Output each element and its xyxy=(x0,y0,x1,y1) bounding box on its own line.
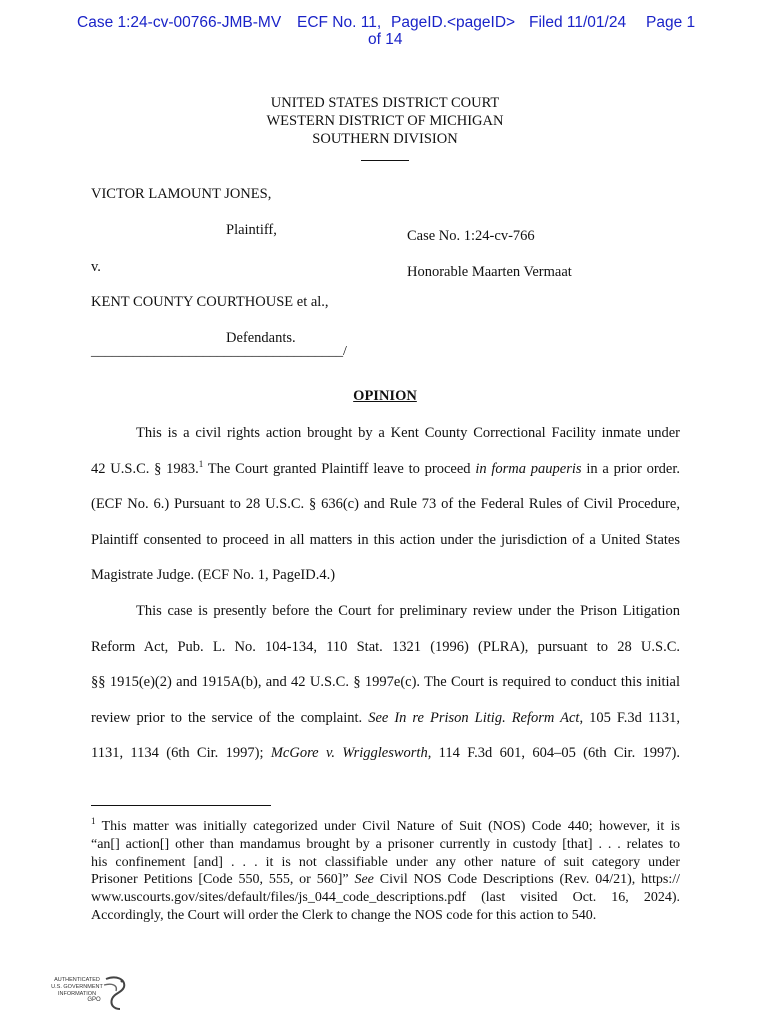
text-line: This is a civil rights action brought by a Kent County Correctional Facility inmate under xyxy=(136,425,680,441)
footnote-reference: 1 xyxy=(198,458,204,469)
opinion-paragraph-2 xyxy=(91,601,680,779)
versus: v. xyxy=(91,259,101,275)
footnote-separator xyxy=(91,805,271,806)
header-page-number: Page 1 xyxy=(646,14,696,31)
footnote-number: 1 xyxy=(91,816,96,826)
text-line: This case is presently before the Court for preliminary review under the Prison Litigation xyxy=(136,603,680,619)
opinion-paragraph-1 xyxy=(91,423,680,601)
header-pageid: PageID.<pageID> xyxy=(391,14,516,31)
defendant-role: Defendants. xyxy=(226,330,296,346)
seal-text: AUTHENTICATED xyxy=(54,977,100,983)
gpo-mark: GPO xyxy=(87,997,101,1003)
footnote-line: Accordingly, the Court will order the Clerk to change the NOS code for this action to 540. xyxy=(91,907,597,923)
text-line: review prior to the service of the complaint. See In re Prison Litig. Reform Act, 105 F.3d 1131, xyxy=(91,709,680,726)
heading-divider xyxy=(361,150,409,161)
footnote-line: his confinement [and] . . . it is not classifiable under any other nature of suit category under xyxy=(91,854,680,870)
gpo-authentication-seal xyxy=(46,975,136,1015)
text-line: Plaintiff consented to proceed in all matters in this action under the jurisdiction of a United States xyxy=(91,531,680,548)
seal-text: U.S. GOVERNMENT xyxy=(51,984,103,990)
text-line: §§ 1915(e)(2) and 1915A(b), and 42 U.S.C. § 1997e(c). The Court is required to conduct this initial xyxy=(91,674,680,690)
court-district: WESTERN DISTRICT OF MICHIGAN xyxy=(266,113,504,129)
caption-end-line: ____________________________________/ xyxy=(91,344,347,359)
ecf-header xyxy=(0,14,770,50)
judge-name: Honorable Maarten Vermaat xyxy=(407,264,572,280)
court-heading xyxy=(0,94,770,166)
case-number: Case No. 1:24-cv-766 xyxy=(407,228,535,244)
court-division: SOUTHERN DIVISION xyxy=(312,131,458,147)
defendant-name: KENT COUNTY COURTHOUSE et al., xyxy=(91,294,329,310)
text-line: Magistrate Judge. (ECF No. 1, PageID.4.) xyxy=(91,567,336,583)
footnote-line: Prisoner Petitions [Code 550, 555, or 560]” See Civil NOS Code Descriptions (Rev. 04/21), https:// xyxy=(91,872,680,888)
footnote-1 xyxy=(91,818,680,925)
header-page-count: of 14 xyxy=(368,31,403,48)
text-line: (ECF No. 6.) Pursuant to 28 U.S.C. § 636(c) and Rule 73 of the Federal Rules of Civil Procedure, xyxy=(91,496,680,512)
text-line: 1131, 1134 (6th Cir. 1997); McGore v. Wrigglesworth, 114 F.3d 601, 604–05 (6th Cir. 1997). xyxy=(91,745,681,761)
header-filed-date: Filed 11/01/24 xyxy=(529,14,627,31)
header-ecf-number: ECF No. 11, xyxy=(297,14,382,31)
plaintiff-name: VICTOR LAMOUNT JONES, xyxy=(91,186,272,202)
eagle-icon xyxy=(100,975,130,1011)
footnote-line: www.uscourts.gov/sites/default/files/js_044_code_descriptions.pdf (last visited Oct. 16, 2024). xyxy=(91,890,680,906)
footnote-line: $^1$ This matter was initially categorized under Civil Nature of Suit (NOS) Code 440; however, it is xyxy=(91,816,680,834)
seal-text: INFORMATION xyxy=(57,991,97,997)
footnote-line: “an[] action[] other than mandamus brought by a prisoner currently in custody [that] . . . relates to xyxy=(91,836,680,852)
plaintiff-role: Plaintiff, xyxy=(226,222,277,238)
court-name: UNITED STATES DISTRICT COURT xyxy=(270,95,500,111)
opinion-title: OPINION xyxy=(353,388,417,404)
text-line: Reform Act, Pub. L. No. 104-134, 110 Stat. 1321 (1996) (PLRA), pursuant to 28 U.S.C. xyxy=(91,638,680,655)
header-case-number: Case 1:24-cv-00766-JMB-MV xyxy=(77,14,282,31)
text-line: 42 U.S.C. § 1983.$^1$ The Court granted Plaintiff leave to proceed in forma pauperis in a prior order. xyxy=(91,458,680,477)
